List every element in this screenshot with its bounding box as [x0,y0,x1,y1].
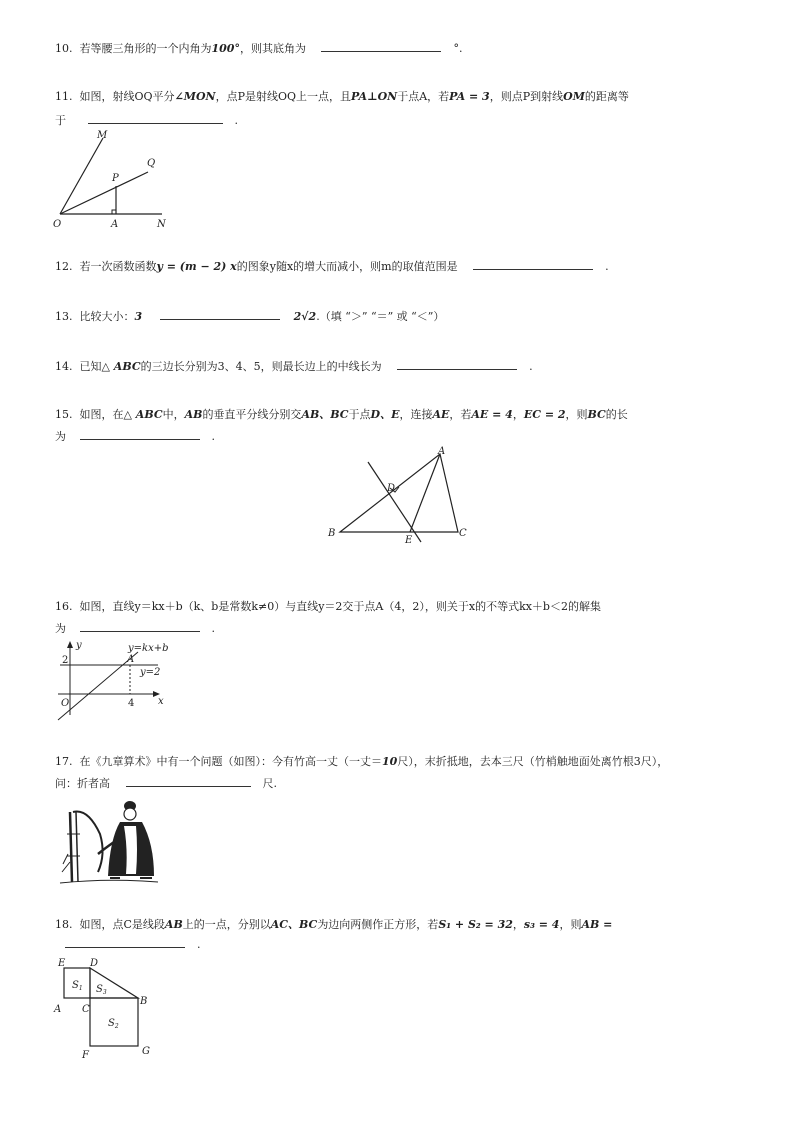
label-d: D [387,483,396,494]
q16-text: 如图，直线y＝kx＋b（k、b是常数k≠0）与直线y＝2交于点A（4，2），则关于x的不等式kx＋b＜2的解集 [79,600,601,613]
q11-answer-blank[interactable] [88,112,223,124]
q11-pa: PA = 3 [449,90,490,103]
q10-text-mid: ，则其底角为 [239,42,306,55]
label-a: A [438,446,446,457]
q12-number: 12. [55,260,73,273]
label-f: F [82,1050,89,1061]
q18-text-c: 为边向两侧作正方形，若 [317,918,439,931]
q15-text-e: ，连接 [399,408,433,421]
question-17-line2 [55,775,277,792]
q16-answer-blank[interactable] [80,620,200,632]
label-q: Q [147,158,156,169]
q14-text-mid: 的三边长分别为3、4、5，则最长边上的中线长为 [140,360,382,373]
label-four: 4 [128,698,135,709]
y-axis-arrow [67,641,73,648]
q15-figure [325,446,475,546]
question-11 [55,89,629,105]
label-s1: $S_1$ [72,980,83,992]
q15-bc: BC [587,408,606,421]
q13-value-a: 3 [134,310,143,323]
q15-text-line2: 为 [55,430,66,443]
label-a: A [54,1004,62,1015]
q10-number: 10. [55,42,73,55]
label-c: C [82,1004,90,1015]
label-o: O [53,219,62,230]
q18-s12: S₁ + S₂ = 32 [438,918,513,931]
q12-text: 若一次函数函数 [79,260,157,273]
label-s3: $S_3$ [96,984,107,996]
question-18-line2 [55,936,201,953]
q11-figure [50,128,180,233]
q15-ab: AB [184,408,203,421]
q18-text-d: ， [512,918,524,931]
q13-answer-blank[interactable] [160,308,280,320]
q14-text: 已知 [79,360,102,373]
q18-period: . [197,938,201,951]
q15-text-b: 中， [162,408,185,421]
sage-head [124,808,136,820]
label-two: 2 [62,655,69,666]
question-12 [55,258,609,275]
q15-abbc: AB、BC [301,408,349,421]
label-b: B [328,528,336,539]
triangle-abc [340,454,458,532]
q15-text-i: 的长 [605,408,628,421]
q15-ae4: AE = 4 [471,408,513,421]
q11-period: . [234,114,238,127]
ray-om [60,138,103,214]
q18-ab-equals: AB = [581,918,613,931]
q16-period: . [211,622,215,635]
q15-text-g: ， [512,408,524,421]
question-16 [55,599,601,615]
q17-answer-blank[interactable] [126,775,251,787]
label-m: M [97,130,108,141]
q18-text-b: 上的一点，分别以 [182,918,271,931]
q10-angle: 100° [211,42,240,55]
q11-text-line2: 于 [55,114,66,127]
q11-text-b: ，点P是射线OQ上一点，且 [215,90,352,103]
q11-text-e: 的距离等 [584,90,629,103]
q17-unit: 尺. [262,777,277,790]
label-p: P [112,173,119,184]
label-y: y [76,640,82,651]
q15-triangle: △ ABC [123,408,163,421]
q16-text-line2: 为 [55,622,66,635]
question-18 [55,917,612,933]
q12-answer-blank[interactable] [473,258,593,270]
label-a: A [111,219,119,230]
q17-ten: 10 [382,755,398,768]
q15-number: 15. [55,408,73,421]
q17-text-b: 尺），末折抵地，去本三尺（竹梢触地面处离竹根3尺）， [397,755,669,768]
label-line-equation: y=kx+b [128,643,169,654]
question-11-line2 [55,112,238,129]
q18-figure [52,954,162,1064]
q11-angle: ∠MON [174,90,216,103]
q12-text-mid: 的图象y随x的增大而减小，则m的取值范围是 [236,260,458,273]
q14-answer-blank[interactable] [397,358,517,370]
q15-ec2: EC = 2 [523,408,566,421]
label-e: E [58,958,66,969]
q15-answer-blank[interactable] [80,428,200,440]
q14-number: 14. [55,360,73,373]
label-origin: O [61,698,70,709]
perpendicular-bisector [368,462,421,542]
label-n: N [157,219,166,230]
q10-text: 若等腰三角形的一个内角为 [79,42,212,55]
label-e: E [405,535,413,546]
q18-s3: s₃ = 4 [523,918,560,931]
q15-de: D、E [370,408,400,421]
ray-oq [60,172,148,214]
q18-text-e: ，则 [559,918,582,931]
q16-figure [58,640,173,720]
q11-perp: PA⊥ON [351,90,398,103]
label-s2: $S_2$ [108,1018,119,1030]
q13-value-b: 2√2 [293,310,317,323]
q14-period: . [529,360,533,373]
question-14 [55,358,533,375]
q15-text-h: ，则 [565,408,588,421]
q17-text-a: 在《九章算术》中有一个问题（如图）：今有竹高一丈（一丈＝ [79,755,382,768]
q11-text-c: 于点A，若 [397,90,450,103]
label-c: C [459,528,467,539]
q18-text-a: 如图，点C是线段 [79,918,165,931]
question-15-line2 [55,428,215,445]
q18-acbc: AC、BC [270,918,318,931]
q13-text: 比较大小： [79,310,135,323]
label-a: A [127,654,135,665]
label-g: G [142,1046,150,1057]
question-10 [55,40,462,57]
question-17 [55,754,668,770]
label-d: D [90,958,99,969]
q18-answer-blank[interactable] [65,936,185,948]
q13-hint: .（填 “＞” “＝” 或 “＜”） [316,310,445,323]
q15-period: . [211,430,215,443]
q17-text-line2: 问：折者高 [55,777,110,790]
q11-text-d: ，则点P到射线 [489,90,564,103]
q18-number: 18. [55,918,73,931]
q11-om: OM [563,90,585,103]
q15-text-f: ，若 [449,408,472,421]
label-y-equals-2: y=2 [140,667,161,678]
q11-number: 11. [55,90,73,103]
q16-number: 16. [55,600,73,613]
q15-text-d: 于点 [348,408,371,421]
question-13 [55,308,444,325]
q15-ae: AE [432,408,450,421]
q10-unit: °. [453,42,463,55]
q12-period: . [605,260,609,273]
question-16-line2 [55,620,215,637]
question-15 [55,407,628,423]
q18-ab: AB [164,918,183,931]
q17-bamboo-illustration [58,794,168,886]
q14-triangle: △ ABC [101,360,141,373]
q12-function: y = (m − 2) x [156,260,237,273]
bamboo-stalk [70,812,72,882]
q15-text-a: 如图，在 [79,408,124,421]
q10-answer-blank[interactable] [321,40,441,52]
q13-number: 13. [55,310,73,323]
label-x: x [158,696,164,707]
q15-text-c: 的垂直平分线分别交 [202,408,302,421]
q11-text: 如图，射线OQ平分 [79,90,175,103]
q17-number: 17. [55,755,73,768]
label-b: B [140,996,148,1007]
